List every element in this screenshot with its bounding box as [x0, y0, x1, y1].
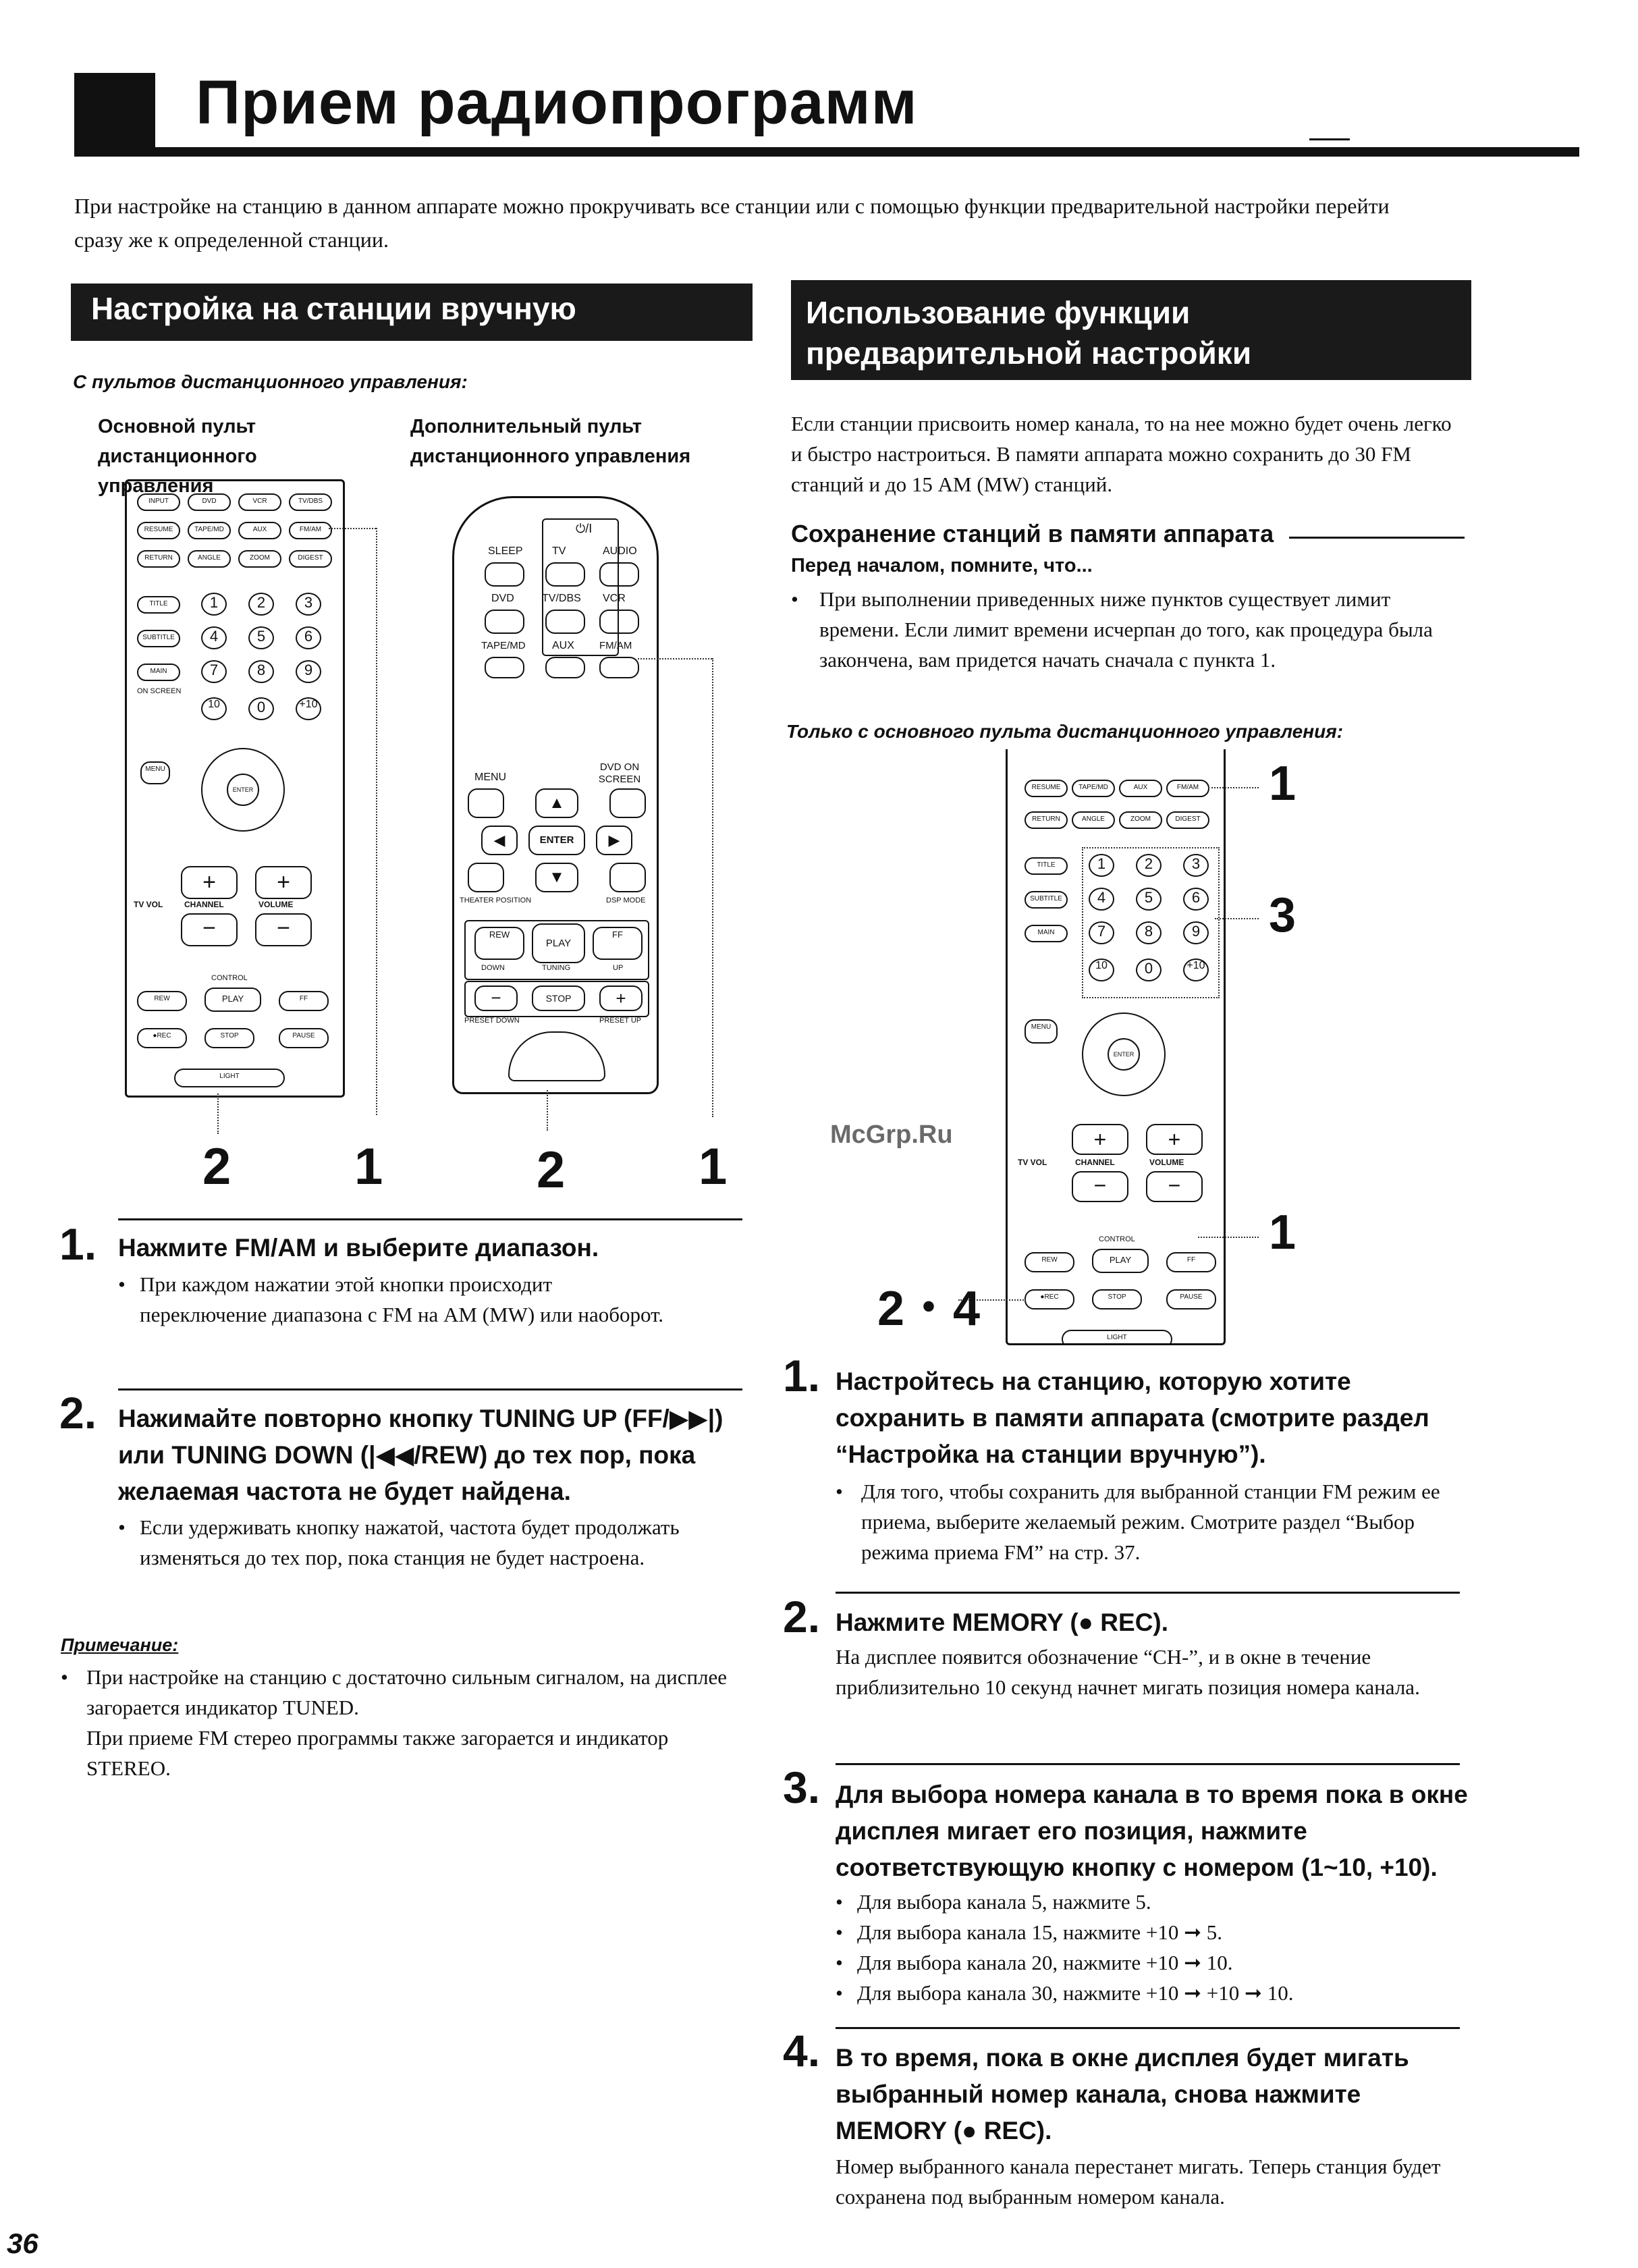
extra-remote-ff-button: FF	[593, 927, 643, 960]
remote-digit-1: 1	[201, 593, 227, 616]
callout-2-extra: 2	[537, 1141, 566, 1199]
extra-remote-tv-label: TV	[552, 545, 566, 557]
right-remote-illustration	[1006, 749, 1226, 1345]
extra-remote-fmam-button	[599, 657, 639, 678]
right-remote-title: TITLE	[1025, 857, 1068, 875]
right-remote-digit-9: 9	[1183, 921, 1209, 944]
callout-1-extra: 1	[699, 1138, 728, 1195]
right-callout-1-top: 1	[1269, 757, 1296, 811]
extra-remote-down-label: DOWN	[481, 964, 505, 972]
remote-rec-button: ●REC	[137, 1028, 187, 1048]
left-step-1-heading: Нажмите FM/AM и выберите диапазон.	[118, 1234, 599, 1262]
right-remote-volume-label: VOLUME	[1149, 1158, 1184, 1167]
extra-remote-right-arrow: ▶	[596, 826, 632, 855]
right-remote-angle: ANGLE	[1072, 811, 1115, 829]
page-intro: При настройке на станцию в данном аппарате можно прокручивать все станции или с помощью функции предварительной настройки перейти сразу же к определенной станции.	[74, 194, 1390, 252]
extra-remote-rew-button: REW	[474, 927, 524, 960]
right-step-2-rule	[836, 1592, 1460, 1594]
leader-fmam-extra-vertical	[712, 658, 713, 1117]
right-step-3-bullet-1: Для выбора канала 5, нажмите 5.	[857, 1890, 1151, 1914]
extra-remote-source-frame	[542, 518, 619, 656]
from-remotes-label: С пультов дистанционного управления:	[73, 371, 468, 392]
right-step-3-rule	[836, 1763, 1460, 1765]
extra-remote-tvdbs-button	[545, 610, 585, 634]
right-remote-light: LIGHT	[1062, 1330, 1172, 1345]
extra-remote-dsp-button	[609, 863, 646, 892]
extra-remote-label: Дополнительный пульт дистанционного управления	[410, 416, 691, 467]
remote-digest-button: DIGEST	[289, 550, 332, 568]
remote-ff-button: FF	[279, 991, 329, 1011]
left-step-2-heading: Нажимайте повторно кнопку TUNING UP (FF/▶▶|) или TUNING DOWN (|◀◀/REW) до тех пор, пока желаемая частота не будет найдена.	[118, 1405, 724, 1505]
extra-remote-sleep-label: SLEEP	[488, 545, 523, 557]
step-2-rule	[118, 1388, 742, 1390]
right-step-1-bullet: • Для того, чтобы сохранить для выбранной станции FM режим ее приема, выберите желаемый режим. Смотрите раздел “Выбор режима приема FM” на стр. 37.	[836, 1476, 1470, 1567]
remote-volume-label: VOLUME	[258, 900, 294, 909]
remote-light-button: LIGHT	[174, 1069, 285, 1087]
right-before-bullet-text: При выполнении приведенных ниже пунктов существует лимит времени. Если лимит времени исчерпан до того, как процедура была закончена, вам придется начать сначала с пункта 1.	[819, 587, 1433, 672]
extra-remote-volume-arc	[508, 1031, 605, 1081]
page-number: 36	[7, 2228, 38, 2259]
remote-digit-3: 3	[296, 593, 321, 616]
remote-angle-button: ANGLE	[188, 550, 231, 568]
remote-rew-button: REW	[137, 991, 187, 1011]
main-remote-label: Основной пульт дистанционного управления	[98, 416, 257, 497]
right-intro: Если станции присвоить номер канала, то на нее можно будет очень легко и быстро настроиться. В памяти аппарата можно сохранить до 30 FM станций и до 15 AM (MW) станций.	[791, 412, 1452, 496]
extra-remote-dvd-button	[485, 610, 524, 634]
right-step-2-text: На дисплее появится обозначение “CH-”, и в окне в течение приблизительно 10 секунд начнет мигать позиция номера канала.	[836, 1645, 1420, 1699]
note-line-1: При настройке на станцию с достаточно сильным сигналом, на дисплее загорается индикатор TUNED.	[86, 1665, 728, 1719]
remote-control-label: CONTROL	[211, 974, 248, 982]
remote-aux-button: AUX	[238, 522, 281, 539]
page-title: Прием радиопрограмм	[196, 68, 918, 137]
left-step-2-bullet-text: Если удерживать кнопку нажатой, частота будет продолжать изменяться до тех пор, пока станция не будет настроена.	[140, 1515, 680, 1569]
right-step-4-rule	[836, 2027, 1460, 2029]
remote-digit-plus10: +10	[296, 697, 321, 720]
right-remote-zoom: ZOOM	[1119, 811, 1162, 829]
remote-digit-4: 4	[201, 626, 227, 649]
extra-remote-enter-button: ENTER	[528, 826, 585, 855]
extra-remote-vcr-button	[599, 610, 639, 634]
remote-digit-6: 6	[296, 626, 321, 649]
note-body: • При настройке на станцию с достаточно сильным сигналом, на дисплее загорается индикатор TUNED. При приеме FM стерео программы также загорается и индикатор STEREO.	[61, 1662, 736, 1783]
right-step-2-heading: Нажмите MEMORY (● REC).	[836, 1609, 1169, 1636]
right-before-start: Перед началом, помните, что...	[791, 555, 1093, 576]
title-block-decoration	[74, 73, 155, 148]
right-remote-pause: PAUSE	[1166, 1289, 1216, 1310]
leader-tuning-extra	[547, 1090, 548, 1131]
right-remote-main: MAIN	[1025, 925, 1068, 942]
extra-remote-tapemd-button	[485, 657, 524, 678]
remote-digit-10: 10	[201, 697, 227, 720]
extra-remote-tv-button	[545, 562, 585, 587]
right-remote-fmam: FM/AM	[1166, 780, 1209, 797]
right-remote-digit-6: 6	[1183, 888, 1209, 911]
right-remote-channel-plus: +	[1072, 1124, 1128, 1155]
extra-remote-preset-down-label: PRESET DOWN	[464, 1017, 520, 1025]
leader-right-1-bottom	[1198, 1237, 1259, 1238]
left-step-1-bullet: • При каждом нажатии этой кнопки происходит переключение диапазона с FM на AM (MW) или наоборот.	[118, 1269, 678, 1330]
right-remote-channel-label: CHANNEL	[1075, 1158, 1115, 1167]
right-callout-3: 3	[1269, 888, 1296, 942]
right-remote-digest: DIGEST	[1166, 811, 1209, 829]
remote-digit-9: 9	[296, 660, 321, 683]
watermark: McGrp.Ru	[830, 1120, 953, 1149]
right-remote-digit-4: 4	[1089, 888, 1114, 911]
extra-remote-up-label: UP	[613, 964, 624, 972]
extra-remote-vcr-label: VCR	[603, 593, 626, 604]
left-step-1-bullet-text: При каждом нажатии этой кнопки происходит переключение диапазона с FM на AM (MW) или наоборот.	[140, 1272, 664, 1326]
remote-tvdbs-button: TV/DBS	[289, 493, 332, 511]
right-step-3-bullets: • Для выбора канала 5, нажмите 5. • Для выбора канала 15, нажмите +10 ➞ 5. • Для выбора канала 20, нажмите +10 ➞ 10. • Для выбора канала 30, нажмите +10 ➞ +10 ➞ 10.	[836, 1887, 1470, 2008]
right-remote-resume: RESUME	[1025, 780, 1068, 797]
extra-remote-audio-label: AUDIO	[603, 545, 637, 557]
right-remote-digit-7: 7	[1089, 921, 1114, 944]
right-remote-digit-10: 10	[1089, 959, 1114, 981]
remote-digit-8: 8	[248, 660, 274, 683]
right-remote-digit-8: 8	[1136, 921, 1162, 944]
remote-main-button: MAIN	[137, 664, 180, 681]
callout-1-main: 1	[354, 1138, 383, 1195]
remote-zoom-button: ZOOM	[238, 550, 281, 568]
remote-digit-7: 7	[201, 660, 227, 683]
right-remote-return: RETURN	[1025, 811, 1068, 829]
remote-return-button: RETURN	[137, 550, 180, 568]
extra-remote-preset-up-button: +	[599, 986, 643, 1011]
leader-tuning-main	[217, 1094, 219, 1134]
right-step-4-heading: В то время, пока в окне дисплея будет мигать выбранный номер канала, снова нажмите MEMORY (● REC).	[836, 2044, 1409, 2144]
section-header-manual-tuning: Настройка на станции вручную	[71, 284, 753, 341]
main-remote-illustration	[125, 479, 345, 1098]
right-step-3-bullet-2: Для выбора канала 15, нажмите +10 ➞ 5.	[857, 1920, 1223, 1944]
right-sub-header: Сохранение станций в памяти аппарата	[791, 520, 1274, 547]
remote-channel-minus: −	[181, 913, 238, 946]
remote-enter-button: ENTER	[227, 774, 259, 806]
right-step-3-heading: Для выбора номера канала в то время пока в окне дисплея мигает его позиция, нажмите соответствующую кнопку с номером (1~10, +10).	[836, 1781, 1468, 1881]
extra-remote-preset-down-button: −	[474, 986, 518, 1011]
right-only-main-label: Только с основного пульта дистанционного управления:	[786, 721, 1344, 742]
right-remote-tapemd: TAPE/MD	[1072, 780, 1115, 797]
extra-remote-tapemd-label: TAPE/MD	[481, 640, 526, 651]
extra-remote-theater-button	[468, 863, 504, 892]
extra-remote-stop-button: STOP	[532, 986, 585, 1011]
remote-digit-2: 2	[248, 593, 274, 616]
extra-remote-left-arrow: ◀	[481, 826, 518, 855]
right-remote-digit-3: 3	[1183, 854, 1209, 877]
extra-remote-sleep-button	[485, 562, 524, 587]
remote-volume-minus: −	[255, 913, 312, 946]
extra-remote-illustration	[452, 496, 659, 1094]
right-remote-digit-0: 0	[1136, 959, 1162, 981]
right-remote-tvvol-label: TV VOL	[1018, 1158, 1047, 1167]
right-remote-rec: ●REC	[1025, 1289, 1074, 1310]
right-remote-volume-minus: −	[1146, 1171, 1203, 1202]
extra-remote-dvd-label: DVD	[491, 593, 514, 604]
right-remote-digit-5: 5	[1136, 888, 1162, 911]
right-step-2-number: 2.	[783, 1592, 821, 1642]
extra-remote-power: ⏻/I	[576, 522, 593, 535]
remote-tapemd-button: TAPE/MD	[188, 522, 231, 539]
leader-right-3	[1215, 918, 1259, 919]
extra-remote-down-arrow: ▼	[535, 863, 578, 892]
right-step-1-heading: Настройтесь на станцию, которую хотите сохранить в памяти аппарата (смотрите раздел “Настройка на станции вручную”).	[836, 1368, 1429, 1468]
leader-fmam-extra	[638, 658, 712, 659]
extra-remote-aux-button	[545, 657, 585, 678]
remote-stop-button: STOP	[204, 1028, 254, 1048]
remote-pause-button: PAUSE	[279, 1028, 329, 1048]
remote-input-button: INPUT	[137, 493, 180, 511]
remote-on-screen-label: ON SCREEN	[137, 687, 182, 695]
right-step-4-number: 4.	[783, 2026, 821, 2076]
step-1-rule	[118, 1218, 742, 1220]
remote-resume-button: RESUME	[137, 522, 180, 539]
extra-remote-menu-label: MENU	[474, 772, 507, 783]
right-remote-rew: REW	[1025, 1252, 1074, 1272]
right-step-3-bullet-3: Для выбора канала 20, нажмите +10 ➞ 10.	[857, 1951, 1233, 1974]
leader-right-1-top	[1208, 787, 1259, 788]
left-step-2-number: 2.	[59, 1388, 97, 1438]
extra-remote-aux-label: AUX	[552, 640, 574, 651]
left-step-1-number: 1.	[59, 1219, 97, 1269]
extra-remote-preset-up-label: PRESET UP	[599, 1017, 642, 1025]
right-remote-digit-1: 1	[1089, 854, 1114, 877]
leader-fmam-main	[329, 528, 376, 529]
right-remote-ff: FF	[1166, 1252, 1216, 1272]
right-remote-play: PLAY	[1092, 1249, 1149, 1273]
callout-2-main: 2	[202, 1138, 231, 1195]
remote-fmam-button: FM/AM	[289, 522, 332, 539]
remote-digit-0: 0	[248, 697, 274, 720]
remote-digit-5: 5	[248, 626, 274, 649]
right-step-1-number: 1.	[783, 1351, 821, 1401]
right-sub-header-rule	[1289, 537, 1465, 539]
extra-remote-tvdbs-label: TV/DBS	[542, 593, 581, 604]
leader-fmam-main-vertical	[376, 528, 377, 1115]
right-remote-enter: ENTER	[1108, 1038, 1140, 1071]
right-remote-subtitle: SUBTITLE	[1025, 891, 1068, 909]
right-remote-digit-2: 2	[1136, 854, 1162, 877]
remote-vcr-button: VCR	[238, 493, 281, 511]
remote-channel-label: CHANNEL	[184, 900, 224, 909]
extra-remote-menu-button	[468, 788, 504, 818]
remote-menu-button: MENU	[140, 761, 170, 784]
right-remote-control-label: CONTROL	[1099, 1235, 1135, 1243]
right-remote-aux: AUX	[1119, 780, 1162, 797]
left-step-2-bullet: • Если удерживать кнопку нажатой, частота будет продолжать изменяться до тех пор, пока станция не будет настроена.	[118, 1512, 705, 1573]
extra-remote-up-arrow: ▲	[535, 788, 578, 818]
extra-remote-dvd-onscreen-label: DVD ON SCREEN	[598, 761, 641, 785]
extra-remote-audio-button	[599, 562, 639, 587]
right-step-4-text: Номер выбранного канала перестанет мигать. Теперь станция будет сохранена под выбранным номером канала.	[836, 2155, 1441, 2209]
title-thin-rule	[1309, 138, 1350, 140]
right-remote-menu: MENU	[1025, 1019, 1058, 1044]
right-remote-channel-minus: −	[1072, 1171, 1128, 1202]
right-step-3-number: 3.	[783, 1762, 821, 1812]
remote-play-button: PLAY	[204, 988, 261, 1012]
remote-tvvol-label: TV VOL	[134, 900, 163, 909]
right-remote-digit-plus10: +10	[1183, 959, 1209, 981]
extra-remote-dsp-label: DSP MODE	[606, 896, 646, 905]
section-header-preset: Использование функции предварительной настройки	[791, 280, 1471, 380]
remote-dvd-button: DVD	[188, 493, 231, 511]
remote-subtitle-button: SUBTITLE	[137, 630, 180, 647]
remote-volume-plus: +	[255, 866, 312, 899]
remote-channel-plus: +	[181, 866, 238, 899]
right-callout-2-4: 2・4	[877, 1282, 981, 1336]
title-rule	[74, 147, 1579, 157]
remote-title-button: TITLE	[137, 596, 180, 614]
right-remote-stop: STOP	[1092, 1289, 1142, 1310]
note-line-2: При приеме FM стерео программы также загорается и индикатор STEREO.	[86, 1726, 669, 1780]
extra-remote-onscreen-button	[609, 788, 646, 818]
right-callout-1-bottom: 1	[1269, 1206, 1296, 1260]
right-step-3-bullet-4: Для выбора канала 30, нажмите +10 ➞ +10 ➞ 10.	[857, 1981, 1294, 2005]
right-step-1-bullet-text: Для того, чтобы сохранить для выбранной станции FM режим ее приема, выберите желаемый режим. Смотрите раздел “Выбор режима приема FM” на стр. 37.	[861, 1480, 1440, 1564]
right-before-bullet: • При выполнении приведенных ниже пунктов существует лимит времени. Если лимит времени исчерпан до того, как процедура была закончена, вам придется начать сначала с пункта 1.	[791, 584, 1466, 675]
right-remote-volume-plus: +	[1146, 1124, 1203, 1155]
extra-remote-tuning-label: TUNING	[542, 964, 571, 972]
extra-remote-play-button: PLAY	[532, 923, 585, 963]
note-label: Примечание:	[61, 1635, 179, 1655]
extra-remote-theater-label: THEATER POSITION	[460, 896, 532, 905]
extra-remote-fmam-label: FM/AM	[599, 640, 632, 651]
